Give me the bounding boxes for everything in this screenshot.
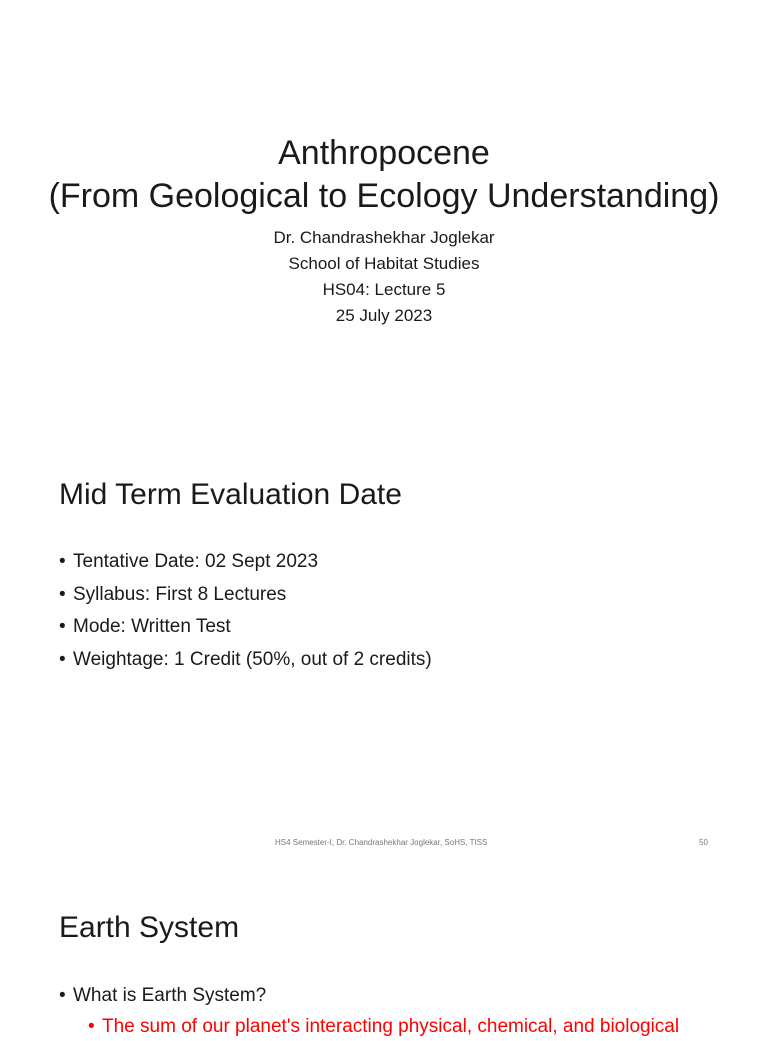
- title-slide: [0, 0, 768, 432]
- bullet-text: Tentative Date: 02 Sept 2023: [73, 551, 319, 572]
- slide-subtitle: (From Geological to Ecology Understanding): [48, 177, 720, 215]
- slide-footer: HS4 Semester-I, Dr. Chandrashekhar Joglekar, SoHS, TISS: [275, 838, 488, 847]
- bullet-icon: •: [59, 648, 66, 670]
- bullet-icon: •: [59, 616, 66, 637]
- bullet-text: What is Earth System?: [73, 985, 267, 1006]
- bullet-text: Weightage: 1 Credit (50%, out of 2 credits): [73, 648, 432, 670]
- bullet-text: Mode: Written Test: [73, 616, 231, 637]
- page-number: 50: [699, 838, 708, 847]
- lecture-date: 25 July 2023: [335, 306, 433, 325]
- course-lecture: HS04: Lecture 5: [322, 280, 446, 299]
- mid-term-slide: [0, 432, 768, 864]
- list-item: [59, 980, 679, 1013]
- bullet-text: Syllabus: First 8 Lectures: [73, 583, 287, 605]
- earth-system-slide: [0, 864, 768, 1037]
- bullet-list: [59, 980, 679, 1041]
- list-item: [59, 644, 432, 677]
- sub-list-item: [59, 1013, 679, 1041]
- bullet-list: [59, 546, 432, 676]
- bullet-icon: •: [59, 985, 66, 1006]
- slide-title: Anthropocene: [278, 134, 490, 172]
- list-item: [59, 579, 432, 612]
- slide-heading: Mid Term Evaluation Date: [59, 478, 402, 511]
- list-item: [59, 611, 432, 644]
- list-item: [59, 546, 432, 579]
- bullet-icon: •: [88, 1015, 95, 1037]
- author-name: Dr. Chandrashekhar Joglekar: [273, 228, 495, 247]
- bullet-icon: •: [59, 583, 66, 605]
- school-name: School of Habitat Studies: [288, 254, 480, 273]
- sub-bullet-text: The sum of our planet's interacting physical, chemical, and biological: [102, 1015, 680, 1037]
- slide-heading: Earth System: [59, 911, 240, 944]
- bullet-icon: •: [59, 551, 66, 572]
